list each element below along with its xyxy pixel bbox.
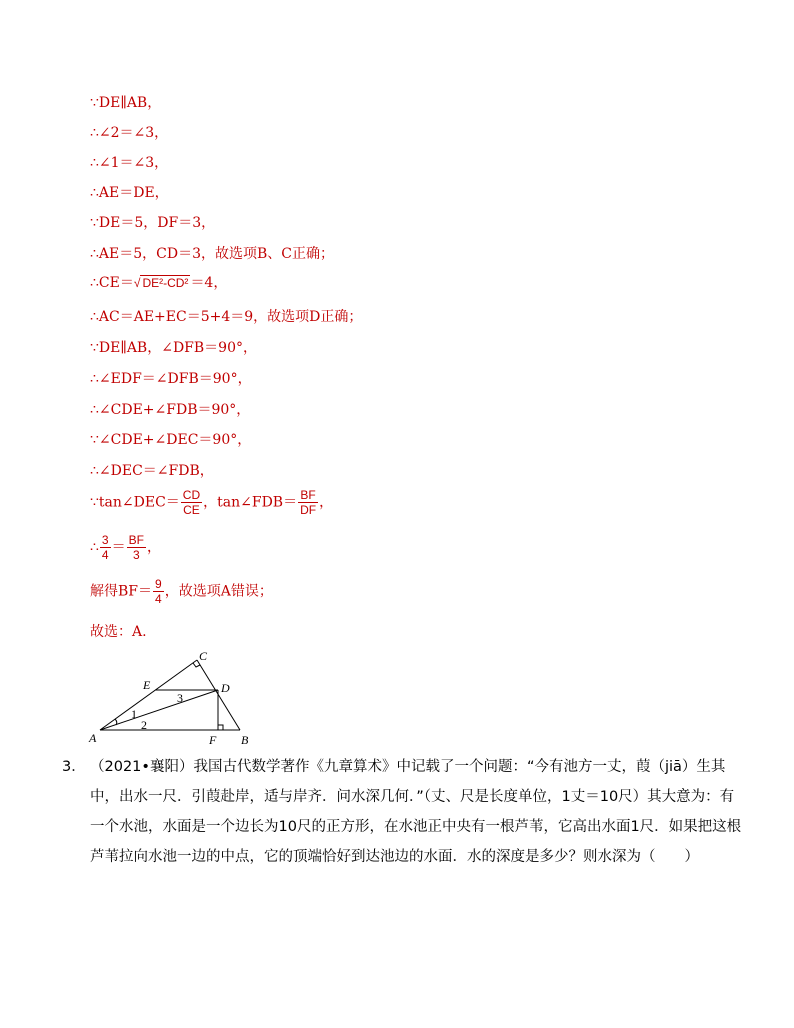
solution-line-ratio: ∴ $\frac{3}{4}$ ＝ $\frac{BF}{3}$ ， [90,533,161,562]
fraction-bf-3: $\frac{BF}{3}$ [128,533,144,562]
solution-line: ∵∠CDE+∠DEC＝90°， [90,432,252,448]
solution-line: ∵DE∥AB， [90,95,162,111]
label-e: E [143,678,151,692]
segment-ad [100,690,218,730]
label-angle-3: 3 [177,691,183,705]
label-angle-2: 2 [141,718,147,732]
solution-line: ∴∠DEC＝∠FDB， [90,463,214,479]
sqrt-expression: √ DE²-CD² [133,276,189,290]
solution-answer: 故选：A. [90,624,147,640]
solution-line-bf: 解得BF＝ $\frac{9}{4}$ ，故选项A错误； [90,577,273,606]
geometry-figure [85,648,260,748]
question-3 [62,752,742,872]
label-angle-1: 1 [131,707,137,721]
label-f: F [209,733,217,747]
fraction-cd-ce: $\frac{CD}{CE}$ [182,488,201,517]
solution-line: ∴AE＝5，CD＝3，故选项B、C正确； [90,246,334,262]
solution-line: ∴∠2＝∠3， [90,125,169,141]
solution-line: ∵DE∥AB，∠DFB＝90°， [90,340,257,356]
label-d: D [221,681,230,695]
fraction-3-4: $\frac{3}{4}$ [101,533,109,562]
solution-line: ∴∠EDF＝∠DFB＝90°， [90,371,252,387]
fraction-9-4: $\frac{9}{4}$ [155,577,162,606]
solution-line-ce: ∴CE＝√ DE²-CD² ＝4， [90,275,228,291]
solution-line-tan: ∵tan∠DEC＝ $\frac{CD}{CE}$ ，tan∠FDB＝ $\frac{BF}{DF}$ ， [90,488,334,517]
label-c: C [199,649,208,663]
label-b: B [241,733,249,747]
solution-line: ∴∠CDE+∠FDB＝90°， [90,402,251,418]
right-angle-mark-f [218,725,223,730]
solution-line: ∵DE＝5，DF＝3， [90,215,216,231]
solution-line: ∴AC＝AE+EC＝5+4＝9，故选项D正确； [90,309,363,325]
question-number: 3． [62,759,86,775]
question-text: （2021•襄阳）我国古代数学著作《九章算术》中记载了一个问题：“今有池方一丈，葭（jiā）生其中，出水一尺．引葭赴岸，适与岸齐．问水深几何．”（丈、尺是长度单位，1丈＝10尺）其大意为：有一个水池，水面是一个边长为10尺的正方形，在水池正中央有一根芦苇，它高出水面1尺．如果把这根芦苇拉向水池一边的中点，它的顶端恰好到达池边的水面．水的深度是多少？则水深为（ ） [90,759,742,865]
label-a: A [89,731,97,745]
solution-line: ∴∠1＝∠3， [90,155,169,171]
fraction-bf-df: $\frac{BF}{DF}$ [300,488,317,517]
solution-line: ∴AE＝DE， [90,185,169,201]
